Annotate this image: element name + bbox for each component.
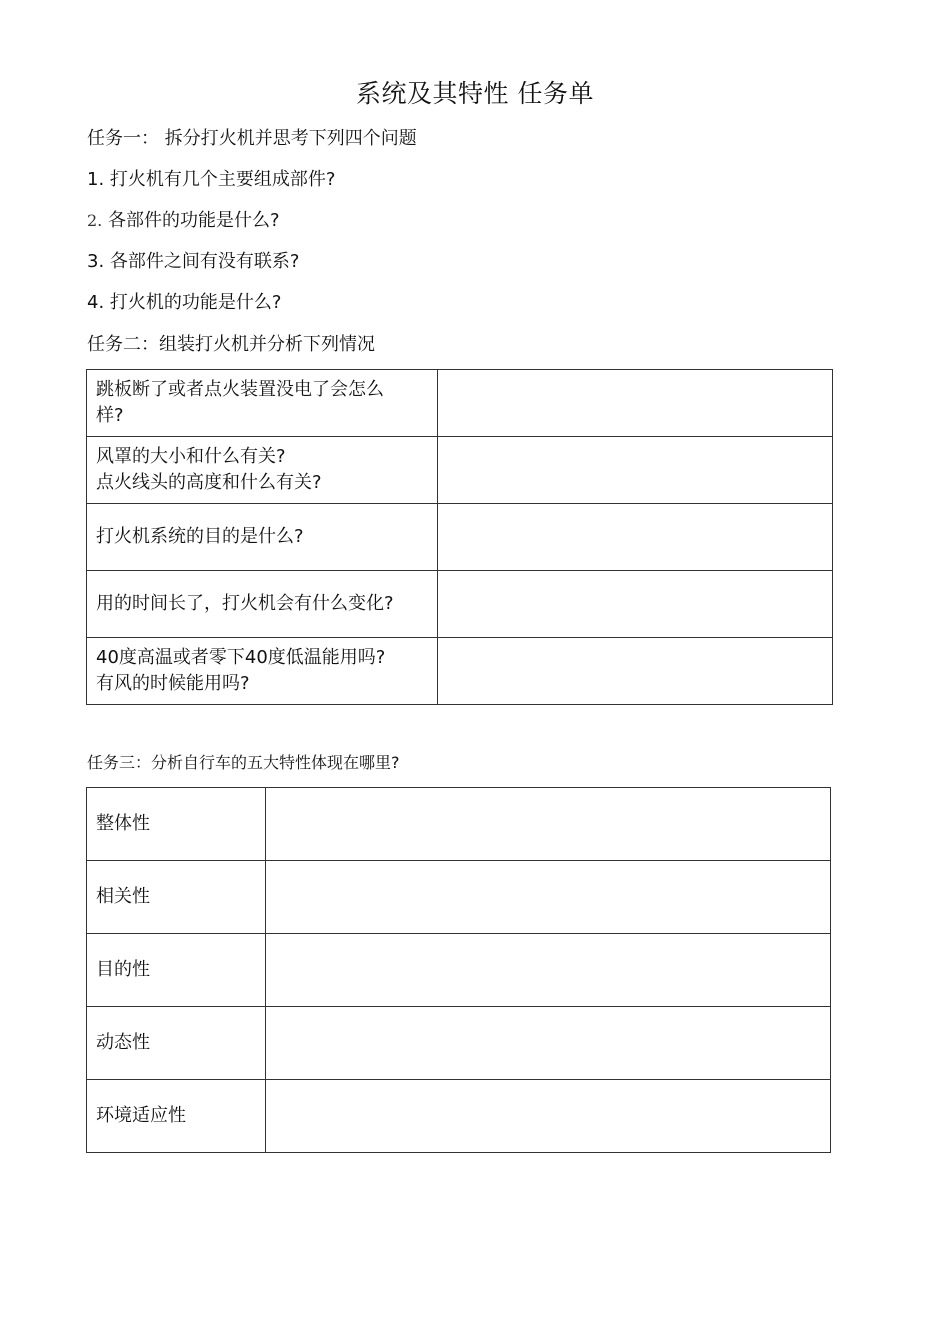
question-cell <box>87 638 438 705</box>
question-line: 样? <box>96 405 124 426</box>
task3-heading: 任务三：分析自行车的五大特性体现在哪里? <box>87 753 400 772</box>
question-number: 3. <box>87 251 105 272</box>
answer-cell[interactable] <box>438 437 833 504</box>
answer-cell[interactable] <box>438 571 833 638</box>
table-row <box>87 370 833 437</box>
task2-table <box>86 369 833 705</box>
answer-cell[interactable] <box>266 788 831 861</box>
answer-cell[interactable] <box>266 861 831 934</box>
question-number: 4. <box>87 292 105 313</box>
answer-cell[interactable] <box>438 638 833 705</box>
question-cell <box>87 571 438 638</box>
answer-cell[interactable] <box>266 1080 831 1153</box>
table-row <box>87 638 833 705</box>
question-cell <box>87 504 438 571</box>
task3-table <box>86 787 831 1153</box>
task1-question-4 <box>87 288 281 314</box>
property-label: 整体性 <box>87 788 266 861</box>
table-row <box>87 788 831 861</box>
answer-cell[interactable] <box>266 1007 831 1080</box>
question-text: 各部件之间有没有联系? <box>109 251 300 272</box>
question-line: 风罩的大小和什么有关? <box>96 446 286 467</box>
question-line: 点火线头的高度和什么有关? <box>96 472 322 493</box>
task2-heading: 任务二：组装打火机并分析下列情况 <box>87 334 375 355</box>
table-row <box>87 934 831 1007</box>
table-row <box>87 1007 831 1080</box>
task1-question-2 <box>87 206 280 232</box>
table-row <box>87 504 833 571</box>
property-label: 目的性 <box>87 934 266 1007</box>
answer-cell[interactable] <box>438 370 833 437</box>
question-text: 打火机有几个主要组成部件? <box>109 169 336 190</box>
page-title: 系统及其特性 任务单 <box>356 79 594 108</box>
task1-question-3 <box>87 247 299 273</box>
property-label: 相关性 <box>87 861 266 934</box>
answer-cell[interactable] <box>266 934 831 1007</box>
table-row <box>87 571 833 638</box>
question-number: 2. <box>87 211 103 230</box>
task1-heading: 任务一： 拆分打火机并思考下列四个问题 <box>87 128 417 149</box>
answer-cell[interactable] <box>438 504 833 571</box>
property-label: 环境适应性 <box>87 1080 266 1153</box>
question-line: 有风的时候能用吗? <box>96 673 250 694</box>
table-row <box>87 1080 831 1153</box>
question-text: 各部件的功能是什么? <box>108 210 280 231</box>
question-cell <box>87 437 438 504</box>
question-line: 40度高温或者零下40度低温能用吗? <box>96 647 386 668</box>
question-line: 跳板断了或者点火装置没电了会怎么 <box>96 379 384 400</box>
question-cell <box>87 370 438 437</box>
question-line: 用的时间长了，打火机会有什么变化? <box>96 593 394 614</box>
task1-question-1 <box>87 165 335 191</box>
table-row <box>87 861 831 934</box>
question-line: 打火机系统的目的是什么? <box>96 526 304 547</box>
question-text: 打火机的功能是什么? <box>109 292 282 313</box>
property-label: 动态性 <box>87 1007 266 1080</box>
table-row <box>87 437 833 504</box>
question-number: 1. <box>87 169 105 190</box>
